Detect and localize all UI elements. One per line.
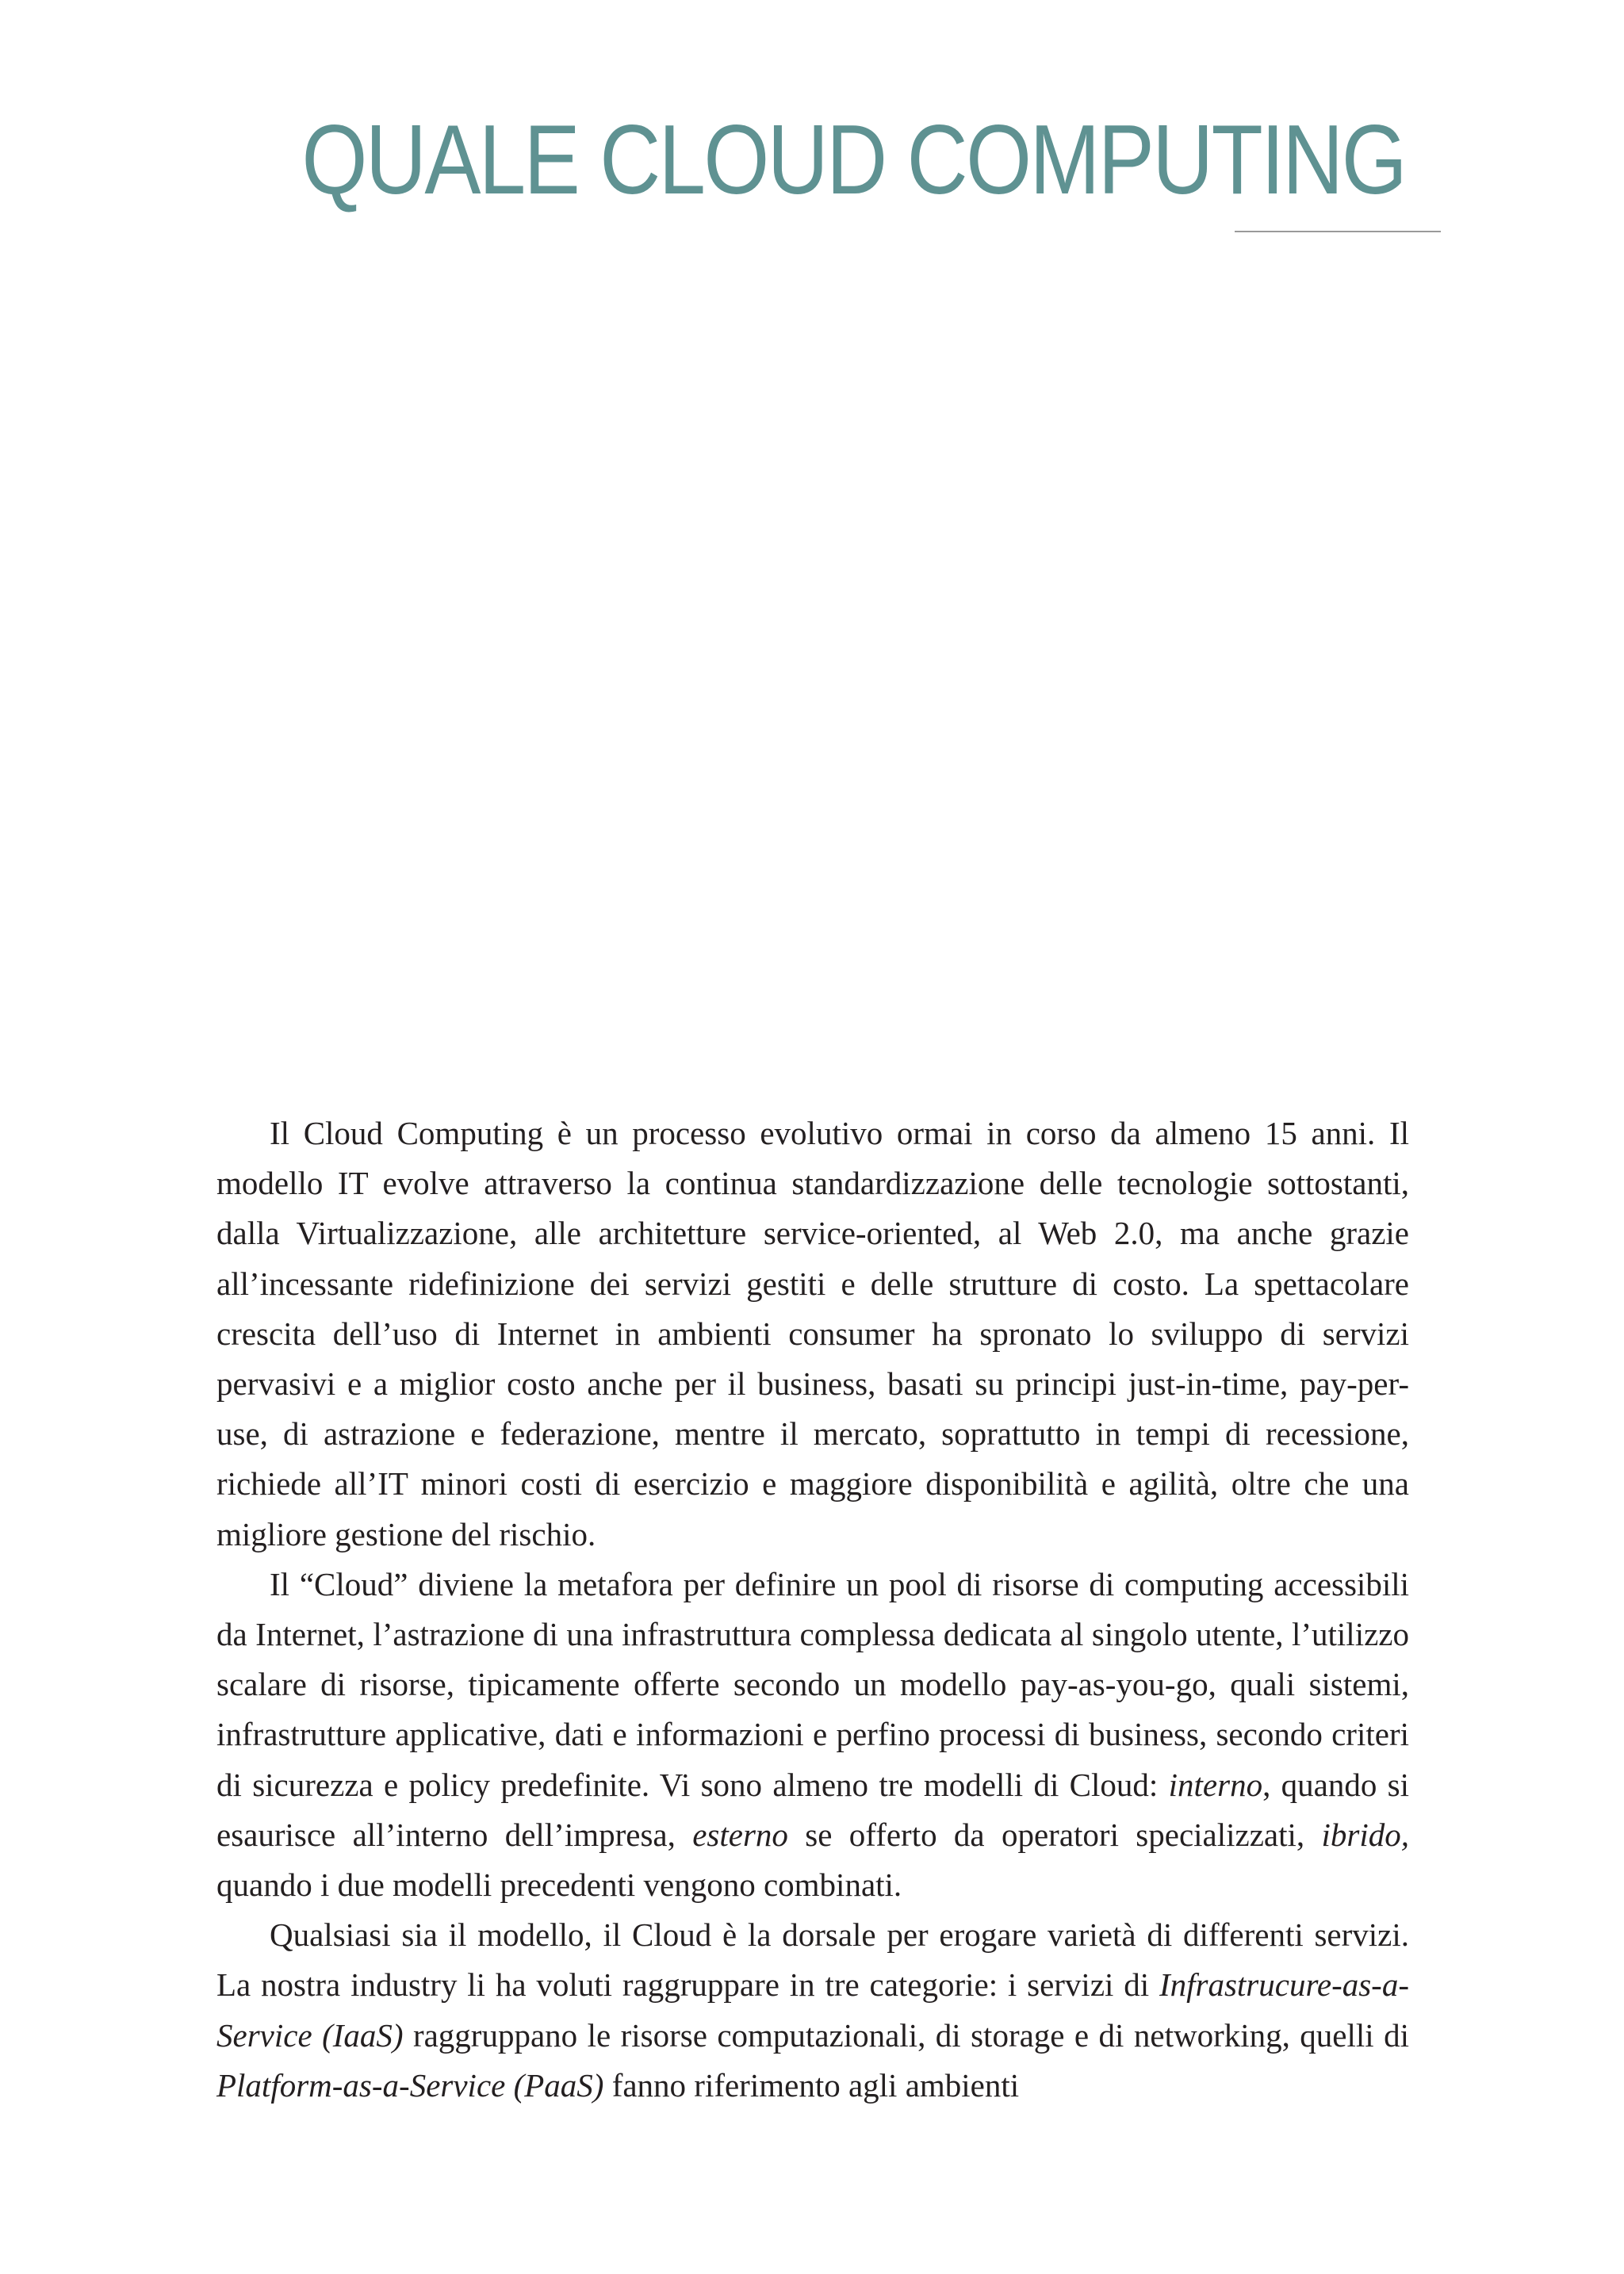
term-ibrido: ibrido, — [1321, 1816, 1410, 1853]
term-paas: Platform-as-a-Service (PaaS) — [216, 2066, 604, 2104]
title-underline — [1235, 231, 1441, 232]
paragraph-2 — [216, 1560, 1409, 1910]
paragraph-2-text-b: , quando si esaurisce all’interno dell’impresa, — [216, 1766, 1410, 1853]
body-text — [216, 1108, 1409, 2111]
term-iaas: Infrastrucure-as-a-Service (IaaS) — [216, 1966, 1409, 2054]
term-esterno: esterno — [692, 1816, 788, 1853]
paragraph-3-text-c: fanno riferimento agli ambienti — [603, 2066, 1020, 2104]
paragraph-3-text-a: Qualsiasi sia il modello, il Cloud è la dorsale per erogare varietà di differenti servizi. La nostra industry li ha voluti raggruppare in tre categorie: i servizi di — [216, 1916, 1409, 2004]
term-interno: interno — [1168, 1766, 1263, 1803]
paragraph-1: Il Cloud Computing è un processo evolutivo ormai in corso da almeno 15 anni. Il modello IT evolve attraverso la continua standardizzazione delle tecnologie sottostanti, dalla Virtualizzazione, alle architetture service-oriented, al Web 2.0, ma anche grazie all’incessante ridefinizione dei servizi gestiti e delle strutture di costo. La spettacolare crescita dell’uso di Internet in ambienti consumer ha spronato lo sviluppo di servizi pervasivi e a miglior costo anche per il business, basati su principi just-in-time, pay-per-use, di astrazione e federazione, mentre il mercato, soprattutto in tempi di recessione, richiede all’IT minori costi di esercizio e maggiore disponibilità e agilità, oltre che una migliore gestione del rischio. — [216, 1115, 1409, 1552]
paragraph-3 — [216, 1910, 1409, 2111]
paragraph-2-text-a: Il “Cloud” diviene la metafora per definire un pool di risorse di computing accessibili da Internet, l’astrazione di una infrastruttura complessa dedicata al singolo utente, l’utilizzo scalare di risorse, tipicamente offerte secondo un modello pay-as-you-go, quali sistemi, infrastrutture applicative, dati e informazioni e perfino processi di business, secondo criteri di sicurezza e policy predefinite. Vi sono almeno tre modelli di Cloud: — [216, 1565, 1409, 1803]
paragraph-2-text-c: se offerto da operatori specializzati, — [787, 1816, 1322, 1853]
paragraph-2-text-d: quando i due modelli precedenti vengono combinati. — [216, 1866, 902, 1904]
page-title: QUALE CLOUD COMPUTING — [301, 105, 1405, 215]
paragraph-3-text-b: raggruppano le risorse computazionali, di storage e di networking, quelli di — [403, 2016, 1409, 2054]
